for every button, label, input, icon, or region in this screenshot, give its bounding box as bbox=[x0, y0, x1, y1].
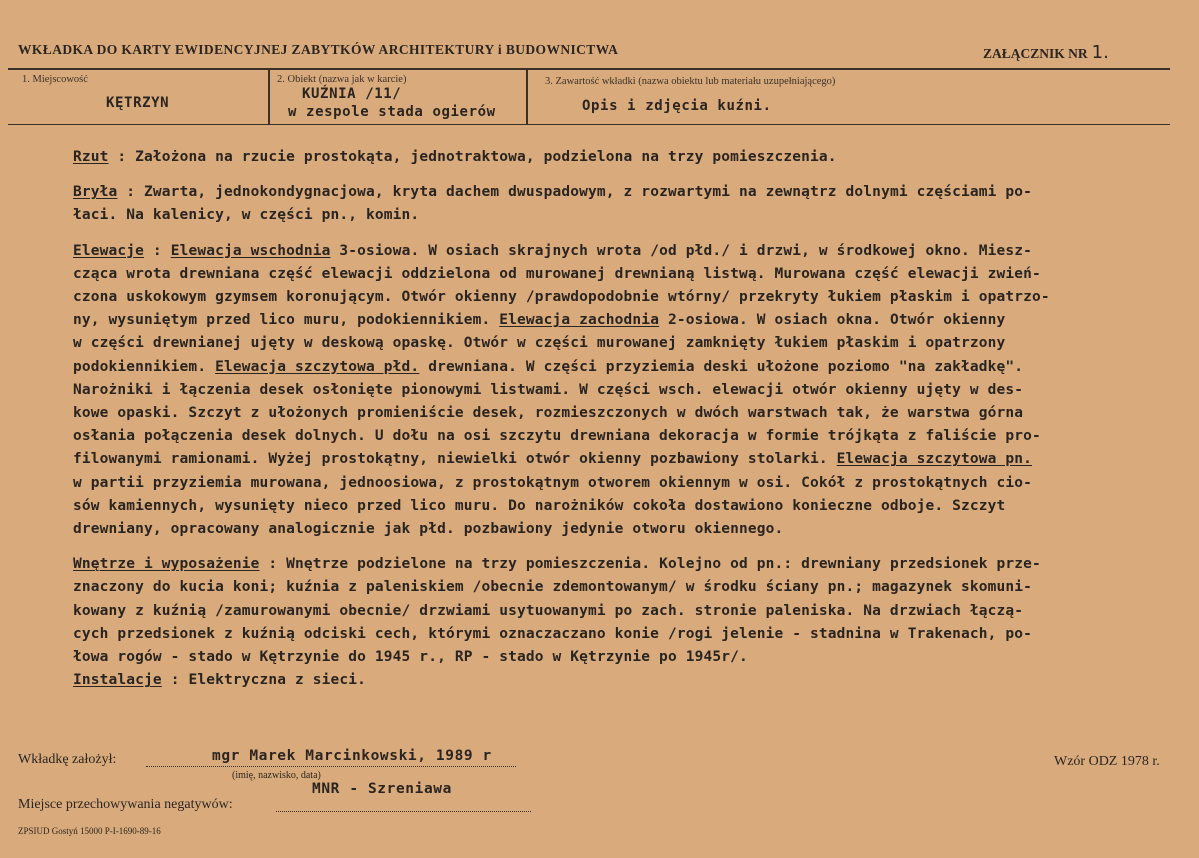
rzut-heading: Rzut bbox=[73, 149, 109, 165]
wnetrze-line-1 bbox=[73, 553, 1163, 576]
section-rzut bbox=[73, 146, 1163, 169]
elewacje-line-13: drewniany, opracowany analogicznie jak płd. pozbawiony jedynie otworu okiennego. bbox=[73, 521, 784, 538]
elewacja-wschodnia-heading: Elewacja wschodnia bbox=[170, 242, 331, 259]
locality-value: KĘTRZYN bbox=[106, 95, 170, 111]
content-label: 3. Zawartość wkładki (nazwa obiektu lub materiału uzupełniającego) bbox=[545, 76, 836, 87]
wnetrze-line-2: znaczony do kucia koni; kuźnia z paleniskiem /obecnie zdemontowanym/ w środku ściany pn.; magazynek skomuni- bbox=[73, 579, 1033, 596]
author-hint: (imię, nazwisko, data) bbox=[232, 770, 321, 781]
elewacje-line-3: czona uskokowym gzymsem koronującym. Otwór okienny /prawdopodobnie wtórny/ przekryty łukiem płaskim i opatrzo- bbox=[73, 289, 1050, 306]
object-label: 2. Obiekt (nazwa jak w karcie) bbox=[277, 74, 407, 85]
elewacje-colon: : bbox=[144, 242, 171, 259]
north-line-head: filowanymi ramionami. Wyżej prostokątny, niewielki otwór okienny pozbawiony stolarki. bbox=[73, 451, 837, 468]
printer-imprint: ZPSIUD Gostyń 15000 P-I-1690-89-16 bbox=[18, 826, 161, 836]
author-dotted-line bbox=[146, 766, 516, 767]
annex-label-text: ZAŁĄCZNIK NR bbox=[983, 46, 1088, 61]
annex-number: 1. bbox=[1091, 42, 1109, 63]
header-rule-top bbox=[8, 68, 1170, 70]
west-line-head: ny, wysuniętym przed lico muru, podokiennikiem. bbox=[73, 312, 500, 329]
form-title: WKŁADKA DO KARTY EWIDENCYJNEJ ZABYTKÓW ARCHITEKTURY i BUDOWNICTWA bbox=[18, 42, 619, 57]
elewacje-line-9: osłania połączenia desek dolnych. U dołu na osi szczytu drewniana dekoracja w formie trójkąta z faliście pro- bbox=[73, 428, 1041, 445]
elewacja-szczytowa-pn-heading: Elewacja szczytowa pn. bbox=[836, 451, 1033, 468]
elewacje-line-1 bbox=[73, 240, 1163, 263]
elewacja-szczytowa-pld-heading: Elewacja szczytowa płd. bbox=[215, 358, 420, 375]
elewacje-line-5: w części drewnianej ujęty w deskową opaskę. Otwór w części murowanej zamknięty łukiem płaskim i opatrzony bbox=[73, 335, 1006, 352]
elewacje-line-8: kowe opaski. Szczyt z ułożonych promieniście desek, rozmieszczonych w dwóch warstwach tak, że warstwa górna bbox=[73, 405, 1024, 422]
elewacje-line-7: Narożniki i łączenia desek osłonięte pionowymi listwami. W części wsch. elewacji otwór okienny ujęty w des- bbox=[73, 381, 1024, 398]
elewacje-line-4 bbox=[73, 309, 1163, 332]
elewacje-heading: Elewacje bbox=[73, 242, 145, 259]
bryla-text-1: : Zwarta, jednokondygnacjowa, kryta dachem dwuspadowym, z rozwartymi na zewnątrz dolnymi częściami po- bbox=[117, 184, 1033, 201]
elewacje-line-1-tail: 3-osiowa. W osiach skrajnych wrota /od płd./ i drzwi, w środkowej okno. Miesz- bbox=[330, 242, 1033, 259]
elewacje-line-12: sów kamiennych, wysunięty nieco przed lico muru. Do narożników cokoła dostawiono konieczne odboje. Szczyt bbox=[73, 497, 1006, 514]
elewacje-line-2: cząca wrota drewniana część elewacji oddzielona od murowanej drewnianą listwą. Murowana część elewacji zwień- bbox=[73, 265, 1041, 282]
elewacja-zachodnia-heading: Elewacja zachodnia bbox=[499, 312, 660, 329]
elewacje-line-11: w partii przyziemia murowana, jednoosiowa, z prostokątnym otworem okiennym w osi. Cokół z prostokątnych cio- bbox=[73, 474, 1033, 491]
wnetrze-line-1-tail: : Wnętrze podzielone na trzy pomieszczenia. Kolejno od pn.: drewniany przedsionek prze- bbox=[259, 556, 1041, 573]
south-line-head: podokiennikiem. bbox=[73, 358, 216, 375]
bryla-heading: Bryła bbox=[73, 184, 118, 201]
content-value: Opis i zdjęcia kuźni. bbox=[582, 98, 772, 114]
author-value: mgr Marek Marcinkowski, 1989 r bbox=[212, 748, 492, 764]
instalacje-text: : Elektryczna z sieci. bbox=[161, 672, 367, 689]
bryla-line-2: łaci. Na kalenicy, w części pn., komin. bbox=[73, 207, 420, 224]
wnetrze-line-3: kowany z kuźnią /zamurowanymi obecnie/ drzwiami usytuowanymi po zach. stronie paleniska. Na drzwiach łączą- bbox=[73, 602, 1024, 619]
rzut-line bbox=[73, 146, 1163, 169]
bryla-line-1 bbox=[73, 181, 1163, 204]
elewacje-line-10 bbox=[73, 448, 1163, 471]
locality-label: 1. Miejscowość bbox=[22, 74, 88, 85]
instalacje-heading: Instalacje bbox=[73, 672, 162, 689]
section-bryla bbox=[73, 181, 1163, 227]
south-line-tail: drewniana. W części przyziemia deski ułożone poziomo "na zakładkę". bbox=[419, 358, 1024, 375]
pattern-label: Wzór ODZ 1978 r. bbox=[1054, 754, 1160, 769]
description-body bbox=[73, 146, 1163, 692]
negatives-label: Miejsce przechowywania negatywów: bbox=[18, 797, 233, 812]
wnetrze-heading: Wnętrze i wyposażenie bbox=[73, 556, 260, 573]
section-wnetrze bbox=[73, 553, 1163, 692]
instalacje-line bbox=[73, 669, 1163, 692]
header-rule-bottom bbox=[8, 124, 1170, 125]
section-elewacje bbox=[73, 240, 1163, 542]
object-value-line1: KUŹNIA /11/ bbox=[302, 86, 402, 102]
negatives-dotted-line bbox=[276, 811, 531, 812]
elewacje-line-6 bbox=[73, 356, 1163, 379]
west-line-tail: 2-osiowa. W osiach okna. Otwór okienny bbox=[659, 312, 1006, 329]
rzut-text: : Założona na rzucie prostokąta, jednotraktowa, podzielona na trzy pomieszczenia. bbox=[108, 149, 837, 165]
field-divider-1 bbox=[268, 70, 270, 125]
author-label: Wkładkę założył: bbox=[18, 752, 117, 767]
wnetrze-line-4: cych przedsionek z kuźnią odciski cech, którymi oznaczaczano konie /rogi jelenie - stadnina w Trakenach, po- bbox=[73, 625, 1033, 642]
wnetrze-line-5: łowa rogów - stado w Kętrzynie do 1945 r., RP - stado w Kętrzynie po 1945r/. bbox=[73, 649, 748, 666]
field-divider-2 bbox=[526, 70, 528, 125]
annex-label bbox=[983, 42, 1109, 63]
storage-value: MNR - Szreniawa bbox=[312, 781, 452, 797]
object-value-line2: w zespole stada ogierów bbox=[288, 104, 496, 120]
